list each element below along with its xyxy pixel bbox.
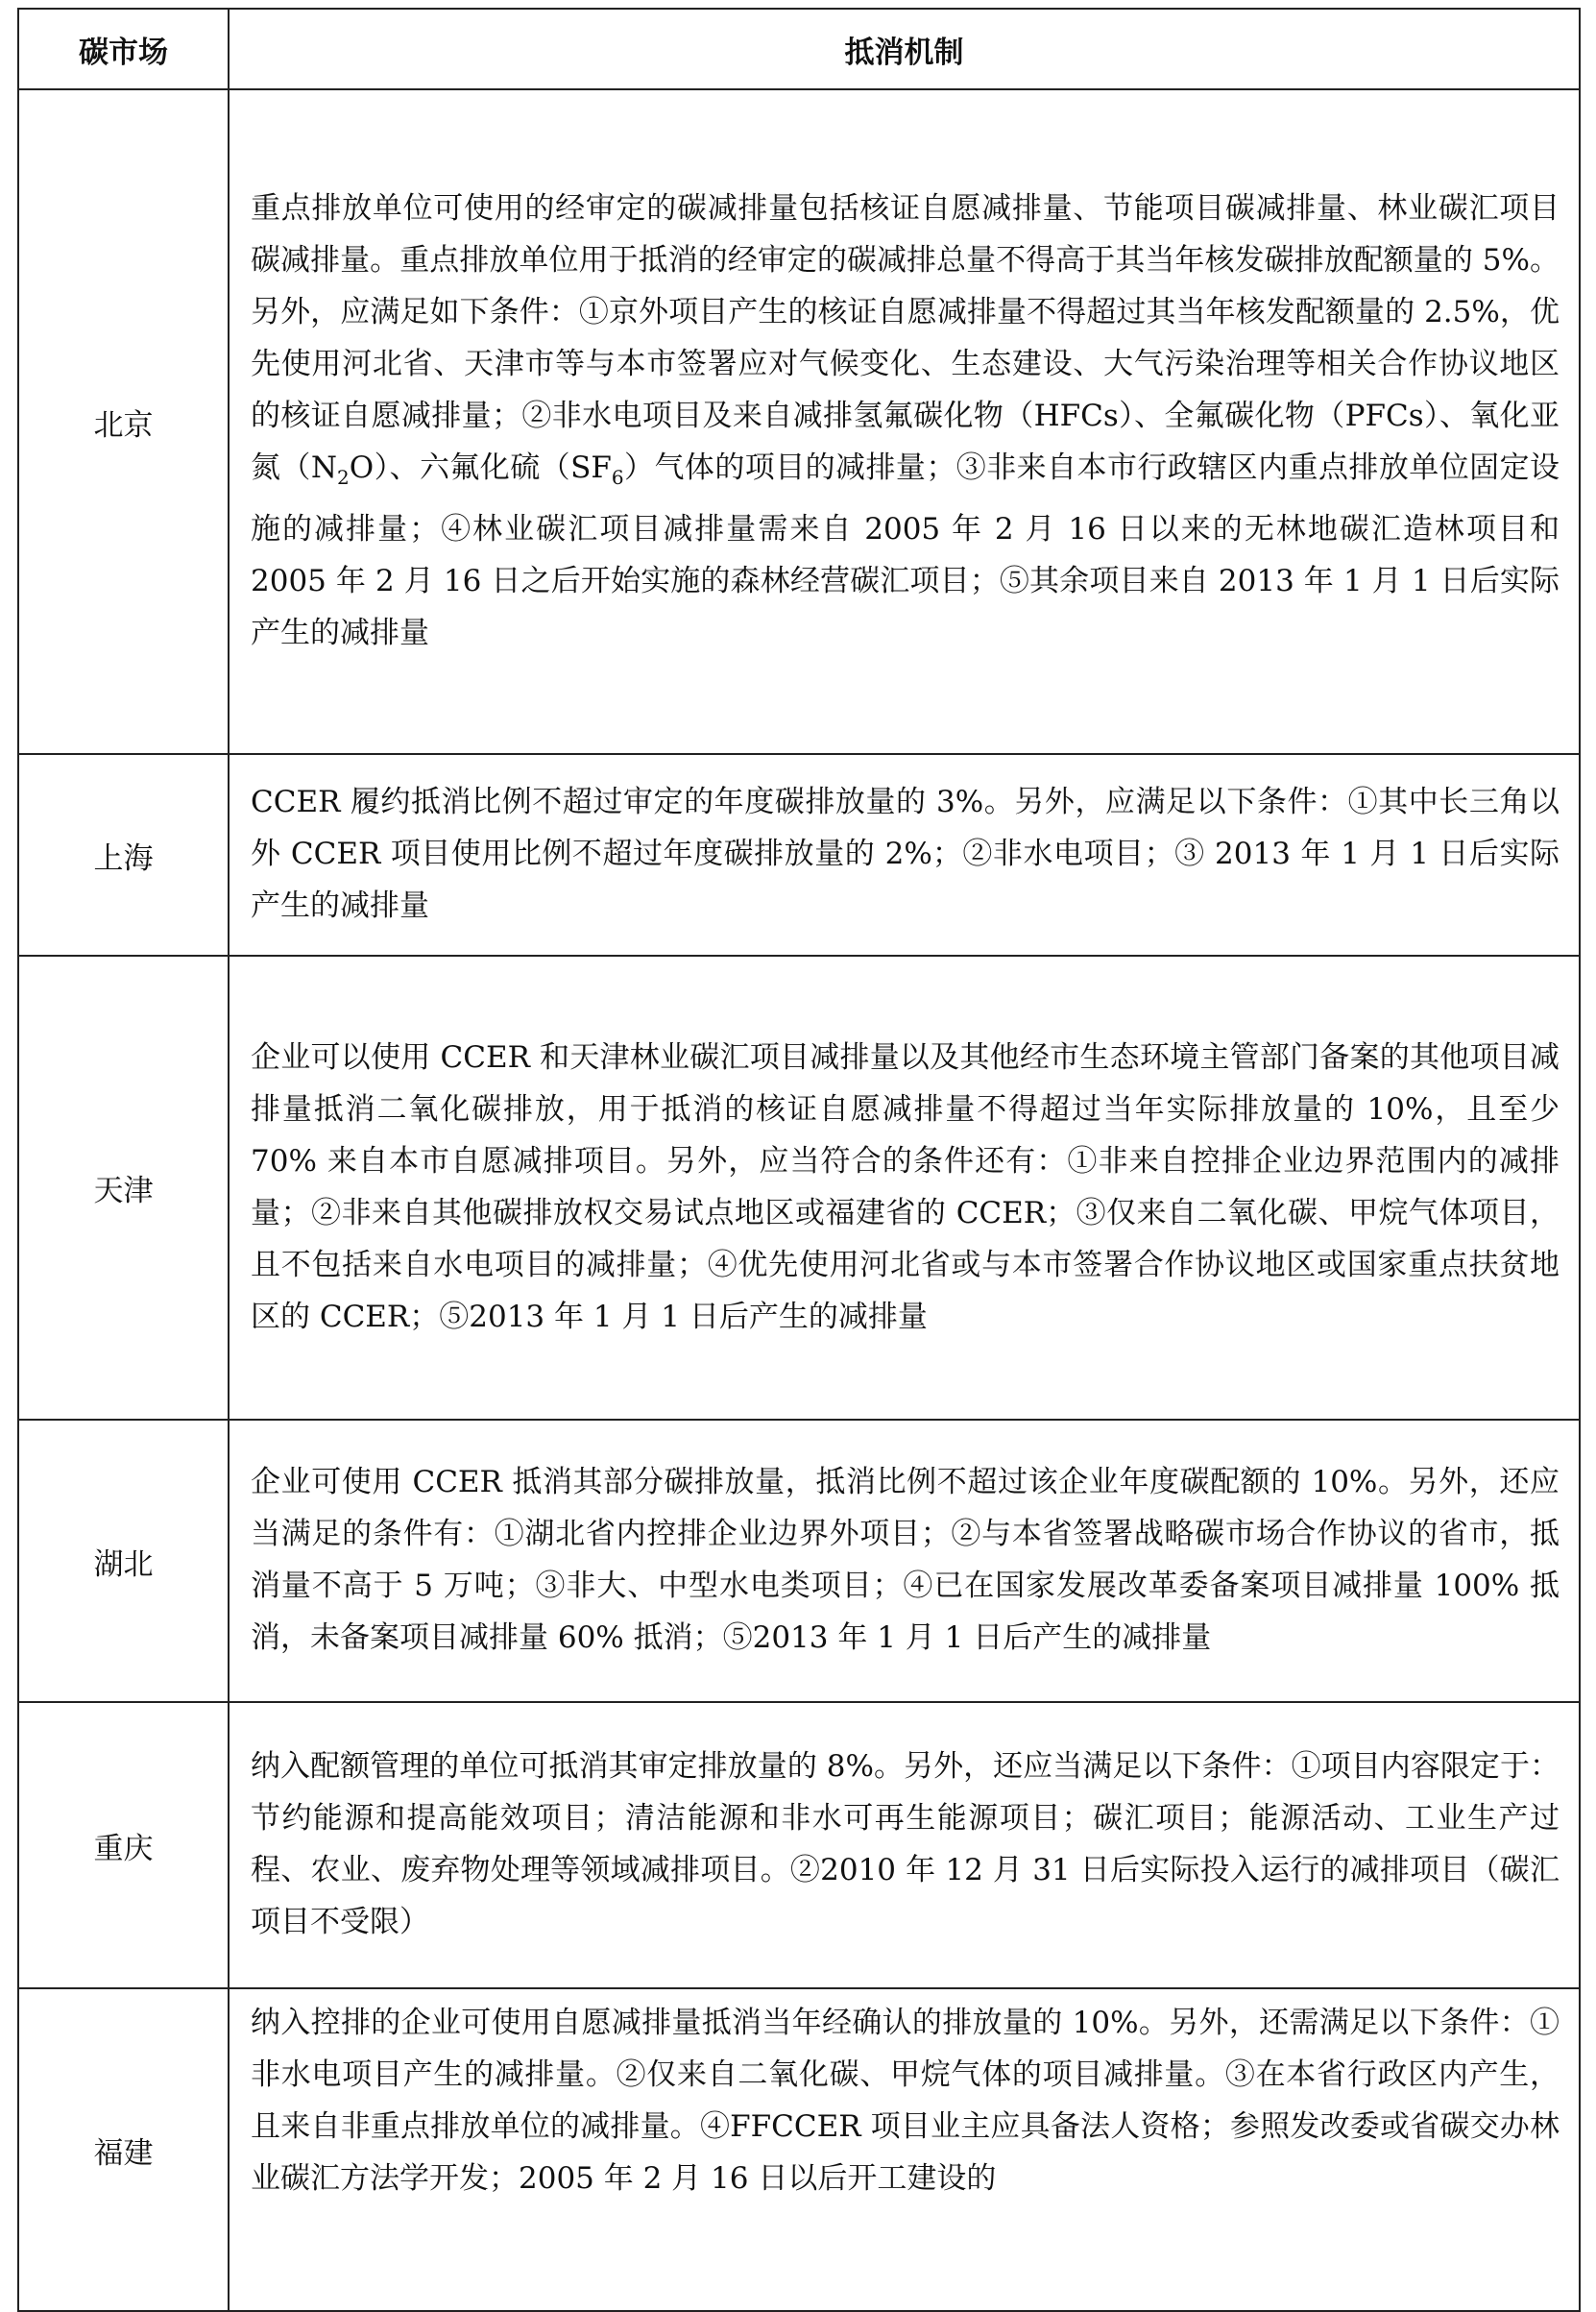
market-name: 湖北 xyxy=(18,1420,229,1702)
header-carbon-market: 碳市场 xyxy=(18,9,229,89)
subscript-n2o: 2 xyxy=(337,466,350,490)
table-row-beijing xyxy=(18,89,1580,754)
carbon-offset-table xyxy=(17,8,1581,2312)
text-part-b: O）、六氟化硫（SF xyxy=(349,450,612,485)
subscript-sf6: 6 xyxy=(611,466,624,490)
offset-mechanism-text: 企业可以使用 CCER 和天津林业碳汇项目减排量以及其他经市生态环境主管部门备案的其他项目减排量抵消二氧化碳排放，用于抵消的核证自愿减排量不得超过当年实际排放量的 10%，且至少 70% 来自本市自愿减排项目。另外，应当符合的条件还有：①非来自控排企业边界范围内的减排量；②非来自其他碳排放权交易试点地区或福建省的 CCER；③仅来自二氧化碳、甲烷气体项目，且不包括来自水电项目的减排量；④优先使用河北省或与本市签署合作协议地区或国家重点扶贫地区的 CCER；⑤2013 年 1 月 1 日后产生的减排量 xyxy=(229,956,1580,1420)
table-row-chongqing xyxy=(18,1702,1580,1988)
market-name: 天津 xyxy=(18,956,229,1420)
market-name: 上海 xyxy=(18,754,229,956)
offset-mechanism-text xyxy=(229,89,1580,754)
table-row-shanghai xyxy=(18,754,1580,956)
offset-mechanism-text: CCER 履约抵消比例不超过审定的年度碳排放量的 3%。另外，应满足以下条件：①其中长三角以外 CCER 项目使用比例不超过年度碳排放量的 2%；②非水电项目；③ 2013 年 1 月 1 日后实际产生的减排量 xyxy=(229,754,1580,956)
market-name: 福建 xyxy=(18,1988,229,2311)
table-row-tianjin xyxy=(18,956,1580,1420)
offset-mechanism-text: 纳入配额管理的单位可抵消其审定排放量的 8%。另外，还应当满足以下条件：①项目内容限定于：节约能源和提高能效项目；清洁能源和非水可再生能源项目；碳汇项目；能源活动、工业生产过程、农业、废弃物处理等领域减排项目。②2010 年 12 月 31 日后实际投入运行的减排项目（碳汇项目不受限） xyxy=(229,1702,1580,1988)
market-name: 北京 xyxy=(18,89,229,754)
offset-mechanism-text: 企业可使用 CCER 抵消其部分碳排放量，抵消比例不超过该企业年度碳配额的 10%。另外，还应当满足的条件有：①湖北省内控排企业边界外项目；②与本省签署战略碳市场合作协议的省市，抵消量不高于 5 万吨；③非大、中型水电类项目；④已在国家发展改革委备案项目减排量 100% 抵消，未备案项目减排量 60% 抵消；⑤2013 年 1 月 1 日后产生的减排量 xyxy=(229,1420,1580,1702)
table-row-fujian xyxy=(18,1988,1580,2311)
text-part-c: ）气体的项目的减排量；③非来自本市行政辖区内重点排放单位固定设施的减排量；④林业碳汇项目减排量需来自 2005 年 2 月 16 日以来的无林地碳汇造林项目和 2005 年 2 月 16 日之后开始实施的森林经营碳汇项目；⑤其余项目来自 2013 年 1 月 1 日后实际产生的减排量 xyxy=(251,450,1560,651)
table-row-hubei xyxy=(18,1420,1580,1702)
offset-mechanism-text: 纳入控排的企业可使用自愿减排量抵消当年经确认的排放量的 10%。另外，还需满足以下条件：①非水电项目产生的减排量。②仅来自二氧化碳、甲烷气体的项目减排量。③在本省行政区内产生，且来自非重点排放单位的减排量。④FFCCER 项目业主应具备法人资格；参照发改委或省碳交办林业碳汇方法学开发；2005 年 2 月 16 日以后开工建设的 xyxy=(229,1988,1580,2311)
header-offset-mechanism: 抵消机制 xyxy=(229,9,1580,89)
market-name: 重庆 xyxy=(18,1702,229,1988)
table-header-row xyxy=(18,9,1580,89)
text-part-a: 重点排放单位可使用的经审定的碳减排量包括核证自愿减排量、节能项目碳减排量、林业碳汇项目碳减排量。重点排放单位用于抵消的经审定的碳减排总量不得高于其当年核发碳排放配额量的 5%。另外，应满足如下条件：①京外项目产生的核证自愿减排量不得超过其当年核发配额量的 2.5%，优先使用河北省、天津市等与本市签署应对气候变化、生态建设、大气污染治理等相关合作协议地区的核证自愿减排量；②非水电项目及来自减排氢氟碳化物（HFCs）、全氟碳化物（PFCs）、氧化亚氮（N xyxy=(251,190,1560,485)
